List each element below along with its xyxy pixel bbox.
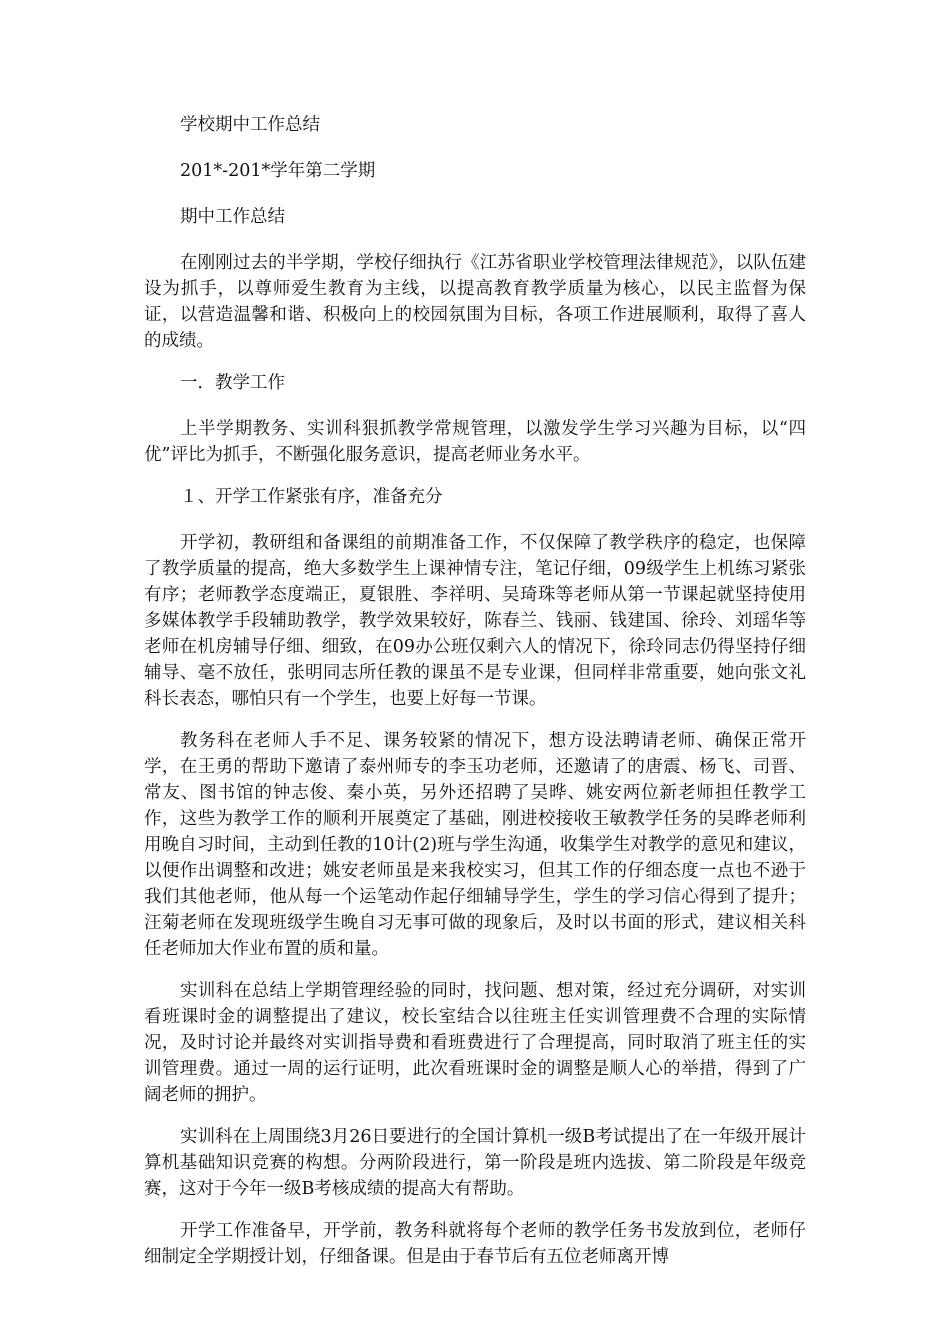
body-paragraph: 开学工作准备早，开学前，教务科就将每个老师的教学任务书发放到位，老师仔细制定全学期授计划，仔细备课。但是由于春节后有五位老师离开博 [144, 1221, 806, 1267]
document-title: 学校期中工作总结 [180, 115, 320, 135]
document-body [144, 112, 806, 1286]
body-paragraph: 教务科在老师人手不足、课务较紧的情况下，想方设法聘请老师、确保正常开学，在王勇的帮助下邀请了泰州师专的李玉功老师，还邀请了的唐震、杨飞、司晋、常友、图书馆的钟志俊、秦小英，另外还招聘了吴晔、姚安两位新老师担任教学工作，这些为教学工作的顺利开展奠定了基础，刚进校接收王敏教学任务的吴晔老师利用晚自习时间，主动到任教的10计(2)班与学生沟通，收集学生对教学的意见和建议，以便作出调整和改进；姚安老师虽是来我校实习，但其工作的仔细态度一点也不逊于我们其他老师，他从每一个运笔动作起仔细辅导学生，学生的学习信心得到了提升；汪菊老师在发现班级学生晚自习无事可做的现象后，及时以书面的形式，建议相关科任老师加大作业布置的质和量。 [144, 731, 806, 959]
document-subtitle: 期中工作总结 [180, 207, 285, 227]
body-paragraph: 开学初，教研组和备课组的前期准备工作，不仅保障了教学秩序的稳定，也保障了教学质量的提高，绝大多数学生上课神情专注，笔记仔细，09级学生上机练习紧张有序；老师教学态度端正，夏银胜、李祥明、吴琦珠等老师从第一节课起就坚持使用多媒体教学手段辅助教学，教学效果较好，陈春兰、钱丽、钱建国、徐玲、刘瑶华等老师在机房辅导仔细、细致，在09办公班仅剩六人的情况下，徐玲同志仍得坚持仔细辅导、毫不放任，张明同志所任教的课虽不是专业课，但同样非常重要，她向张文礼科长表态，哪怕只有一个学生，也要上好每一节课。 [144, 533, 806, 709]
section-intro-paragraph: 上半学期教务、实训科狠抓教学常规管理，以激发学生学习兴趣为目标，以“四优”评比为抓手，不断强化服务意识，提高老师业务水平。 [144, 419, 806, 465]
academic-term: 201*-201*学年第二学期 [180, 161, 376, 181]
subsection-heading-opening: １、开学工作紧张有序，准备充分 [180, 487, 443, 507]
section-heading-teaching: 一．教学工作 [180, 373, 285, 393]
body-paragraph: 实训科在总结上学期管理经验的同时，找问题、想对策，经过充分调研，对实训看班课时金的调整提出了建议，校长室结合以往班主任实训管理费不合理的实际情况，及时讨论并最终对实训指导费和看班费进行了合理提高，同时取消了班主任的实训管理费。通过一周的运行证明，此次看班课时金的调整是顺人心的举措，得到了广阔老师的拥护。 [144, 981, 806, 1105]
intro-paragraph: 在刚刚过去的半学期，学校仔细执行《江苏省职业学校管理法律规范》，以队伍建设为抓手，以尊师爱生教育为主线，以提高教育教学质量为核心，以民主监督为保证，以营造温馨和谐、积极向上的校园氛围为目标，各项工作进展顺利，取得了喜人的成绩。 [144, 253, 806, 351]
body-paragraph: 实训科在上周围绕3月26日要进行的全国计算机一级B考试提出了在一年级开展计算机基础知识竞赛的构想。分两阶段进行，第一阶段是班内选拔、第二阶段是年级竞赛，这对于今年一级B考核成绩的提高大有帮助。 [144, 1127, 806, 1199]
